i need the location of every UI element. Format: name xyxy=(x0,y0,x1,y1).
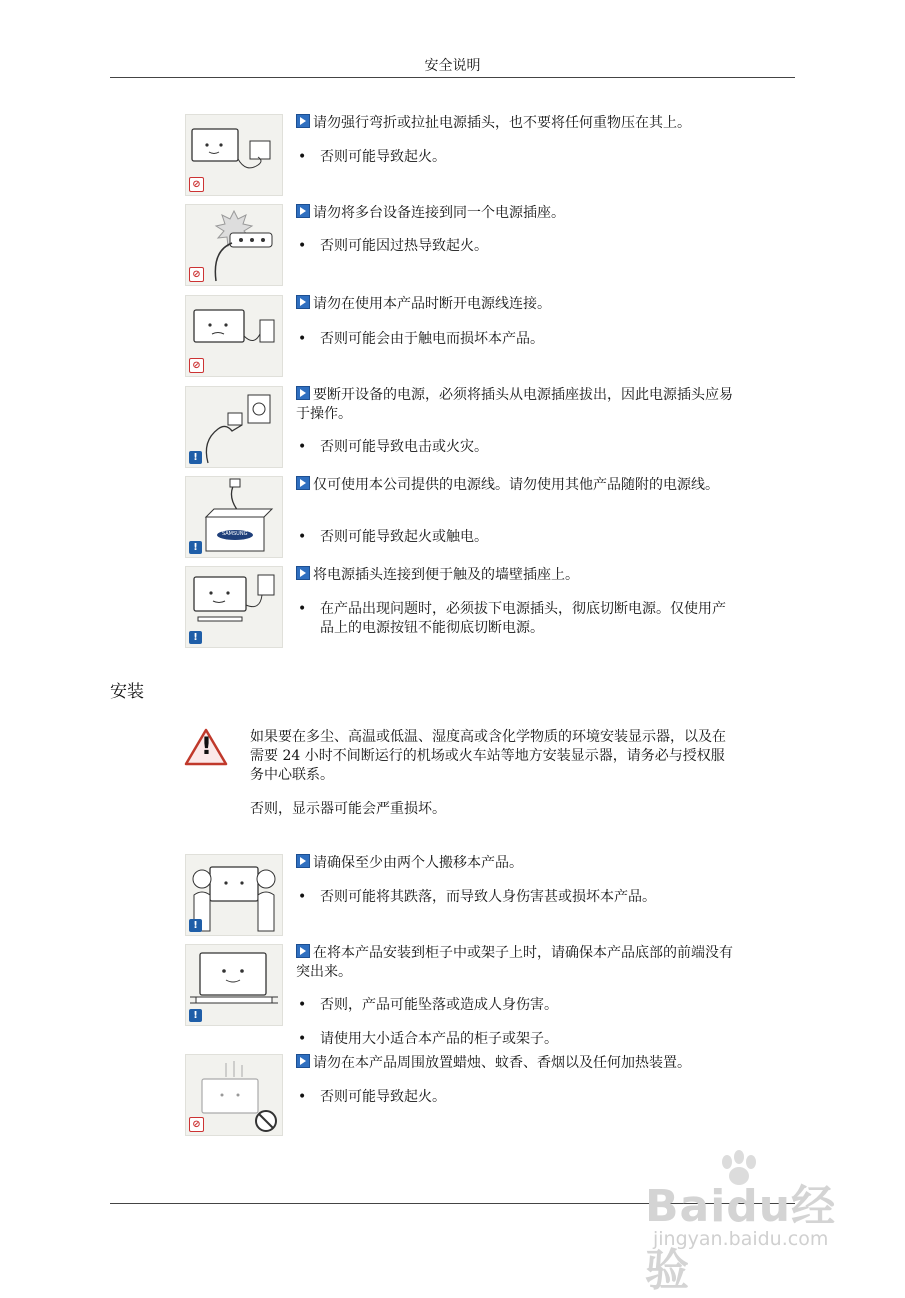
power-item-5-title: 仅可使用本公司提供的电源线。请勿使用其他产品随附的电源线。 xyxy=(296,476,736,495)
power-item-3-title: 请勿在使用本产品时断开电源线连接。 xyxy=(296,295,736,314)
illustration-wall-outlet xyxy=(185,566,283,648)
blue-arrow-icon xyxy=(296,386,310,400)
section-heading-install: 安装 xyxy=(110,682,144,702)
box-brand-label: SAMSUNG xyxy=(222,531,248,537)
caution-icon: ! xyxy=(189,451,202,464)
blue-arrow-icon xyxy=(296,295,310,309)
illustration-accessible-plug xyxy=(185,386,283,468)
prohibit-icon: ⊘ xyxy=(189,177,204,192)
blue-arrow-icon xyxy=(296,476,310,490)
page-header-title: 安全说明 xyxy=(424,58,481,74)
header-rule xyxy=(110,77,795,78)
blue-arrow-icon xyxy=(296,1054,310,1068)
install-item-3-title: 请勿在本产品周围放置蜡烛、蚊香、香烟以及任何加热装置。 xyxy=(296,1054,736,1073)
install-warning-note: 否则，显示器可能会严重损坏。 xyxy=(250,801,446,817)
caution-icon: ! xyxy=(189,631,202,644)
blue-arrow-icon xyxy=(296,114,310,128)
illustration-no-candles xyxy=(185,1054,283,1136)
illustration-two-person-carry xyxy=(185,854,283,936)
power-item-6-title: 将电源插头连接到便于触及的墙壁插座上。 xyxy=(296,566,736,585)
install-item-1-title: 请确保至少由两个人搬移本产品。 xyxy=(296,854,736,873)
illustration-overloaded-outlet xyxy=(185,204,283,286)
caution-icon: ! xyxy=(189,919,202,932)
caution-icon: ! xyxy=(189,541,202,554)
power-item-5-bullet: • 否则可能导致起火或触电。 xyxy=(298,529,488,545)
power-item-6-bullet: • 在产品出现问题时，必须拔下电源插头，彻底切断电源。仅使用产品上的电源按钮不能彻底切断电源。 xyxy=(298,601,726,636)
caution-icon: ! xyxy=(189,1009,202,1022)
power-item-1-bullet: • 否则可能导致起火。 xyxy=(298,149,446,165)
power-item-2-bullet: • 否则可能因过热导致起火。 xyxy=(298,238,488,254)
blue-arrow-icon xyxy=(296,566,310,580)
illustration-unplug-in-use xyxy=(185,295,283,377)
install-item-3-bullet: • 否则可能导致起火。 xyxy=(298,1089,446,1105)
blue-arrow-icon xyxy=(296,204,310,218)
illustration-bent-plug xyxy=(185,114,283,196)
watermark-logo: Baidu经验 xyxy=(645,1181,837,1296)
power-item-3-bullet: • 否则可能会由于触电而损坏本产品。 xyxy=(298,331,544,347)
blue-arrow-icon xyxy=(296,944,310,958)
prohibit-icon: ⊘ xyxy=(189,358,204,373)
illustration-supplied-cord xyxy=(185,476,283,558)
install-item-2-bullet-1: • 否则，产品可能坠落或造成人身伤害。 xyxy=(298,997,558,1013)
install-item-2-bullet-2: • 请使用大小适合本产品的柜子或架子。 xyxy=(298,1031,558,1047)
power-item-4-bullet: • 否则可能导致电击或火灾。 xyxy=(298,439,488,455)
warning-exclamation-mark: ! xyxy=(201,732,212,760)
install-warning-text: 如果要在多尘、高温或低温、湿度高或含化学物质的环境安装显示器，以及在需要 24 小时不间断运行的机场或火车站等地方安装显示器，请务必与授权服务中心联系。 xyxy=(250,729,726,783)
install-item-1-bullet: • 否则可能将其跌落，而导致人身伤害甚或损坏本产品。 xyxy=(298,889,656,905)
watermark-url: jingyan.baidu.com xyxy=(653,1228,829,1250)
power-item-2-title: 请勿将多台设备连接到同一个电源插座。 xyxy=(296,204,736,223)
baidu-watermark xyxy=(645,1150,865,1296)
install-item-2-title: 在将本产品安装到柜子中或架子上时，请确保本产品底部的前端没有突出来。 xyxy=(296,945,733,980)
power-item-4-title: 要断开设备的电源，必须将插头从电源插座拔出，因此电源插头应易于操作。 xyxy=(296,387,733,422)
prohibit-icon: ⊘ xyxy=(189,1117,204,1132)
blue-arrow-icon xyxy=(296,854,310,868)
prohibit-icon: ⊘ xyxy=(189,267,204,282)
power-item-1-title: 请勿强行弯折或拉扯电源插头，也不要将任何重物压在其上。 xyxy=(296,114,736,133)
illustration-cabinet-edge xyxy=(185,944,283,1026)
